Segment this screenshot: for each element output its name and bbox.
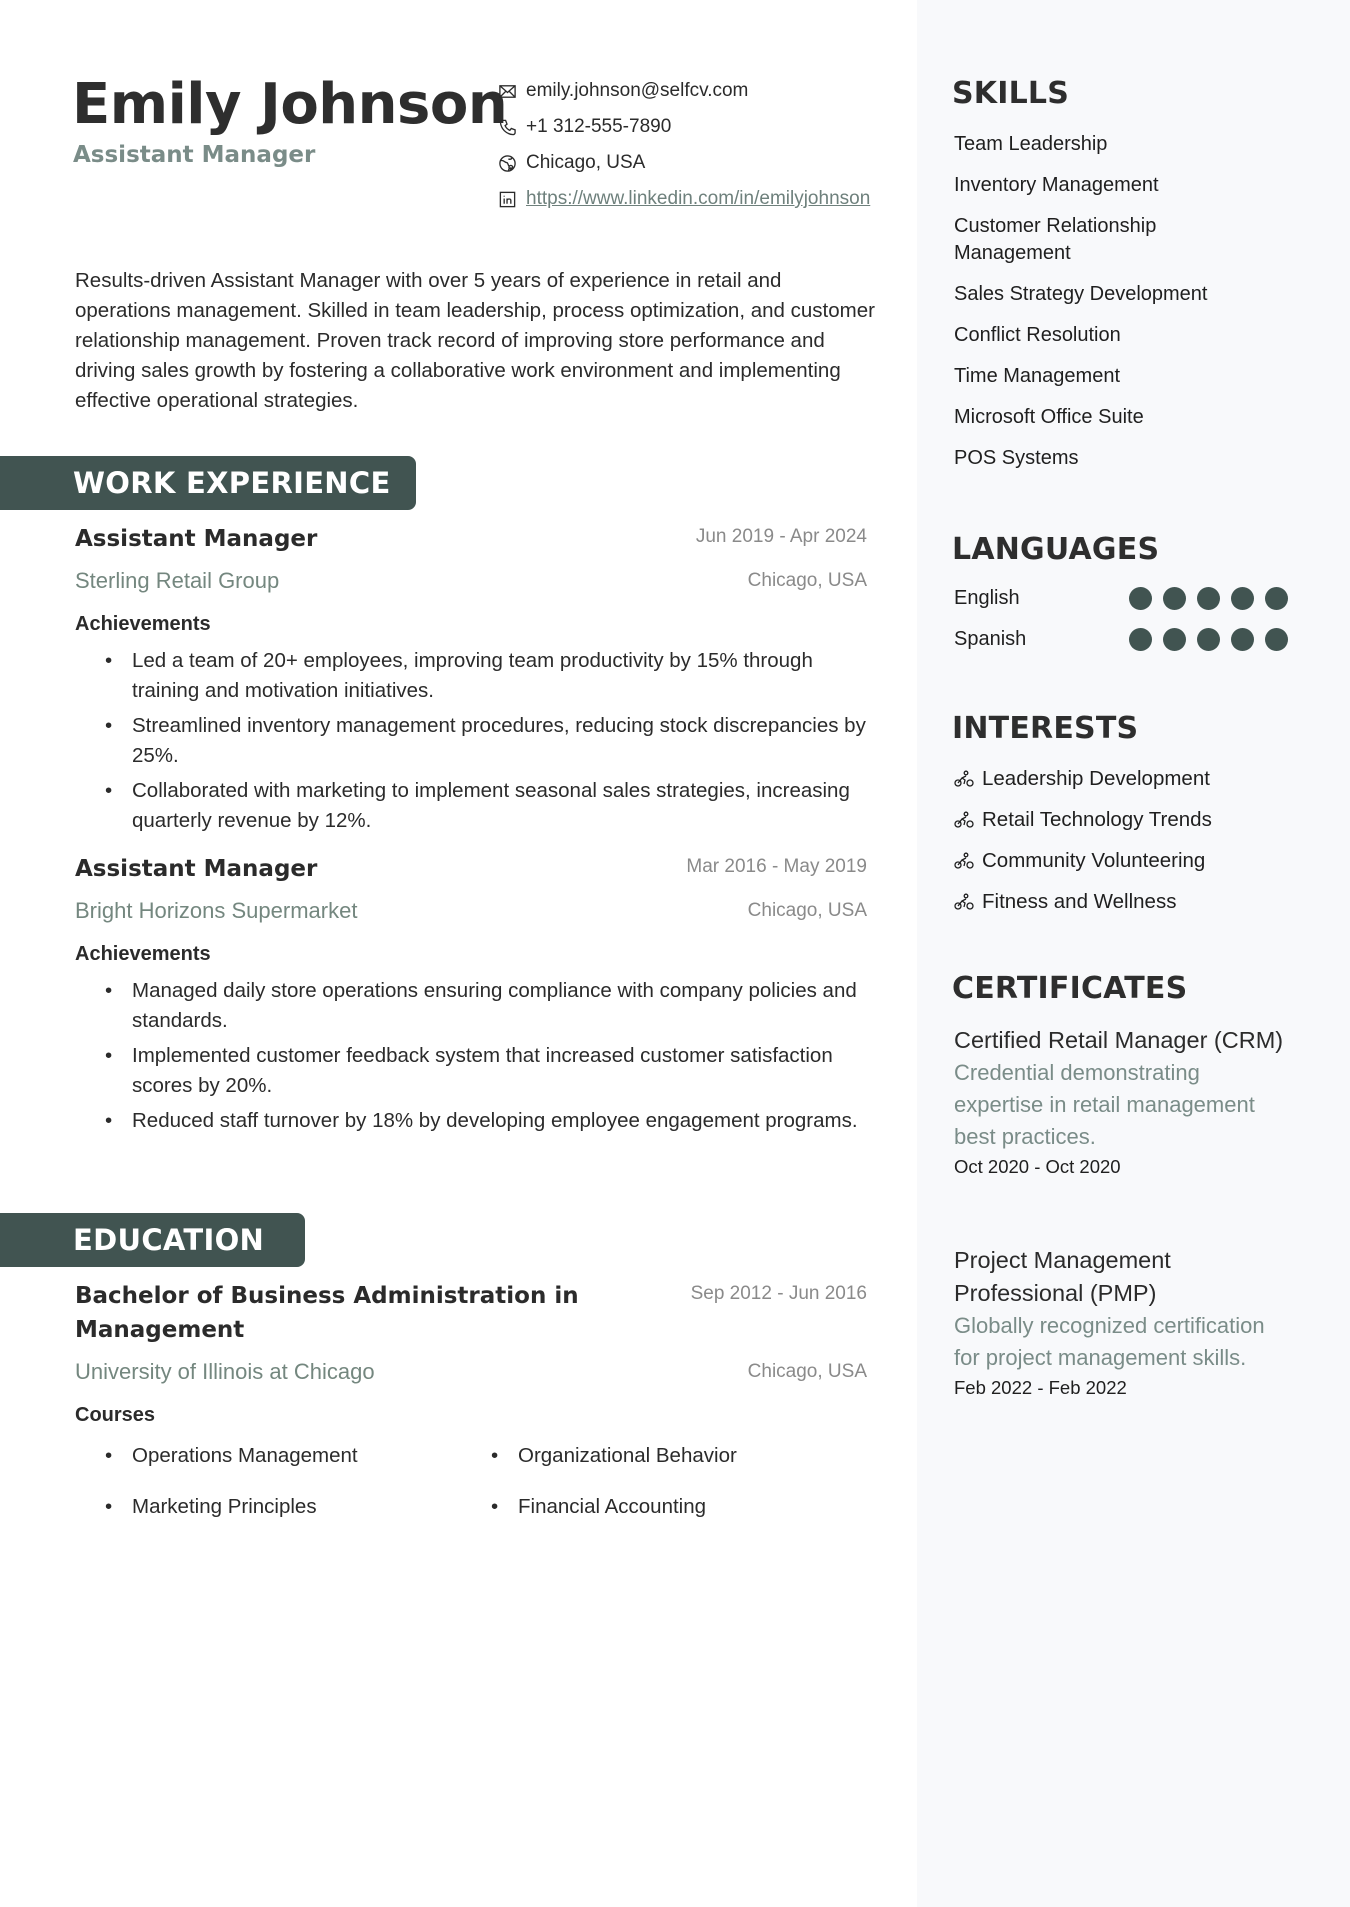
level-dot-icon (1129, 587, 1152, 610)
language-name: English (954, 587, 1020, 609)
certificate-description: Globally recognized certification for project management skills. (954, 1313, 1265, 1370)
contact-location (498, 150, 878, 176)
cyclist-icon (954, 852, 974, 870)
job-entry (75, 522, 867, 841)
section-heading-work-experience: WORK EXPERIENCE (0, 456, 416, 510)
contact-info (498, 78, 878, 222)
language-name: Spanish (954, 628, 1027, 650)
phone-icon (498, 114, 526, 140)
globe-icon (498, 150, 526, 176)
skill-item: Microsoft Office Suite (954, 406, 1144, 428)
section-heading-certificates: CERTIFICATES (952, 971, 1188, 1006)
candidate-name: Emily Johnson (72, 72, 508, 137)
achievement-item: • Streamlined inventory management procedures, reducing stock discrepancies by 25%. (105, 711, 867, 771)
contact-phone (498, 114, 878, 140)
certificate-dates: Feb 2022 - Feb 2022 (954, 1377, 1127, 1398)
contact-email (498, 78, 878, 104)
linkedin-link[interactable]: https://www.linkedin.com/in/emilyjohnson (526, 188, 871, 209)
job-entry (75, 852, 867, 1141)
level-dot-icon (1129, 628, 1152, 651)
achievement-item: • Led a team of 20+ employees, improving team productivity by 15% through training and motivation initiatives. (105, 646, 867, 706)
school-name: University of Illinois at Chicago (75, 1359, 375, 1384)
certificate-description: Credential demonstrating expertise in retail management best practices. (954, 1060, 1255, 1149)
course-item: • Operations Management (105, 1441, 491, 1471)
job-title: Assistant Manager (75, 856, 318, 882)
section-heading-languages: LANGUAGES (952, 532, 1160, 567)
interest-item: Retail Technology Trends (954, 806, 1212, 833)
envelope-icon (498, 78, 526, 104)
certificate-entry (954, 1024, 1284, 1181)
achievement-item: • Implemented customer feedback system that increased customer satisfaction scores by 20%. (105, 1041, 867, 1101)
certificate-name: Project Management Professional (PMP) (954, 1247, 1171, 1306)
section-heading-education: EDUCATION (0, 1213, 305, 1267)
phone-text: +1 312-555-7890 (526, 116, 672, 137)
certificate-dates: Oct 2020 - Oct 2020 (954, 1156, 1121, 1177)
cyclist-icon (954, 893, 974, 911)
degree-title: Bachelor of Business Administration in Management (75, 1283, 579, 1343)
candidate-title: Assistant Manager (73, 142, 316, 168)
achievement-item: • Collaborated with marketing to implement seasonal sales strategies, increasing quarterly revenue by 12%. (105, 776, 867, 836)
course-item: • Organizational Behavior (491, 1441, 877, 1471)
company-name: Bright Horizons Supermarket (75, 898, 358, 923)
skill-item: Time Management (954, 365, 1120, 387)
course-item: • Marketing Principles (105, 1492, 491, 1522)
job-location: Chicago, USA (747, 900, 867, 921)
interests-list (954, 765, 1212, 929)
education-entry (75, 1279, 867, 1522)
skills-list (954, 131, 1304, 486)
skill-item: Inventory Management (954, 174, 1159, 196)
certificate-entry (954, 1244, 1284, 1402)
language-row (954, 628, 1288, 651)
language-level-dots (1129, 587, 1288, 610)
courses-label: Courses (75, 1404, 156, 1426)
level-dot-icon (1163, 628, 1186, 651)
education-location: Chicago, USA (747, 1361, 867, 1382)
skill-item: Sales Strategy Development (954, 283, 1208, 305)
location-text: Chicago, USA (526, 152, 646, 173)
level-dot-icon (1163, 587, 1186, 610)
level-dot-icon (1265, 628, 1288, 651)
course-item: • Financial Accounting (491, 1492, 877, 1522)
interest-item: Community Volunteering (954, 847, 1212, 874)
skill-item: Team Leadership (954, 133, 1108, 155)
job-title: Assistant Manager (75, 526, 318, 552)
interest-item: Fitness and Wellness (954, 888, 1212, 915)
interest-item: Leadership Development (954, 765, 1212, 792)
achievement-item: • Reduced staff turnover by 18% by developing employee engagement programs. (105, 1106, 867, 1136)
achievements-label: Achievements (75, 613, 211, 635)
section-heading-interests: INTERESTS (952, 711, 1139, 746)
level-dot-icon (1197, 587, 1220, 610)
level-dot-icon (1197, 628, 1220, 651)
contact-linkedin (498, 186, 878, 212)
language-level-dots (1129, 628, 1288, 651)
achievements-list (75, 646, 867, 836)
profile-summary: Results-driven Assistant Manager with over 5 years of experience in retail and operations management. Skilled in team leadership, process optimization, and customer relationship management. Proven track record of improving store performance and driving sales growth by fostering a collaborative work environment and implementing effective operational strategies. (75, 269, 875, 412)
level-dot-icon (1231, 628, 1254, 651)
email-text: emily.johnson@selfcv.com (526, 80, 749, 101)
level-dot-icon (1265, 587, 1288, 610)
linkedin-icon (498, 186, 526, 212)
section-heading-skills: SKILLS (952, 76, 1070, 111)
skill-item: POS Systems (954, 447, 1079, 469)
job-location: Chicago, USA (747, 570, 867, 591)
achievements-list (75, 976, 867, 1136)
cyclist-icon (954, 770, 974, 788)
company-name: Sterling Retail Group (75, 568, 280, 593)
job-dates: Mar 2016 - May 2019 (686, 856, 867, 877)
cyclist-icon (954, 811, 974, 829)
education-dates: Sep 2012 - Jun 2016 (690, 1283, 867, 1304)
level-dot-icon (1231, 587, 1254, 610)
achievement-item: • Managed daily store operations ensuring compliance with company policies and standards. (105, 976, 867, 1036)
skill-item: Customer Relationship Management (954, 215, 1157, 264)
skill-item: Conflict Resolution (954, 324, 1121, 346)
language-row (954, 587, 1288, 610)
certificate-name: Certified Retail Manager (CRM) (954, 1027, 1284, 1053)
courses-list (75, 1441, 867, 1522)
achievements-label: Achievements (75, 943, 211, 965)
job-dates: Jun 2019 - Apr 2024 (695, 526, 867, 547)
